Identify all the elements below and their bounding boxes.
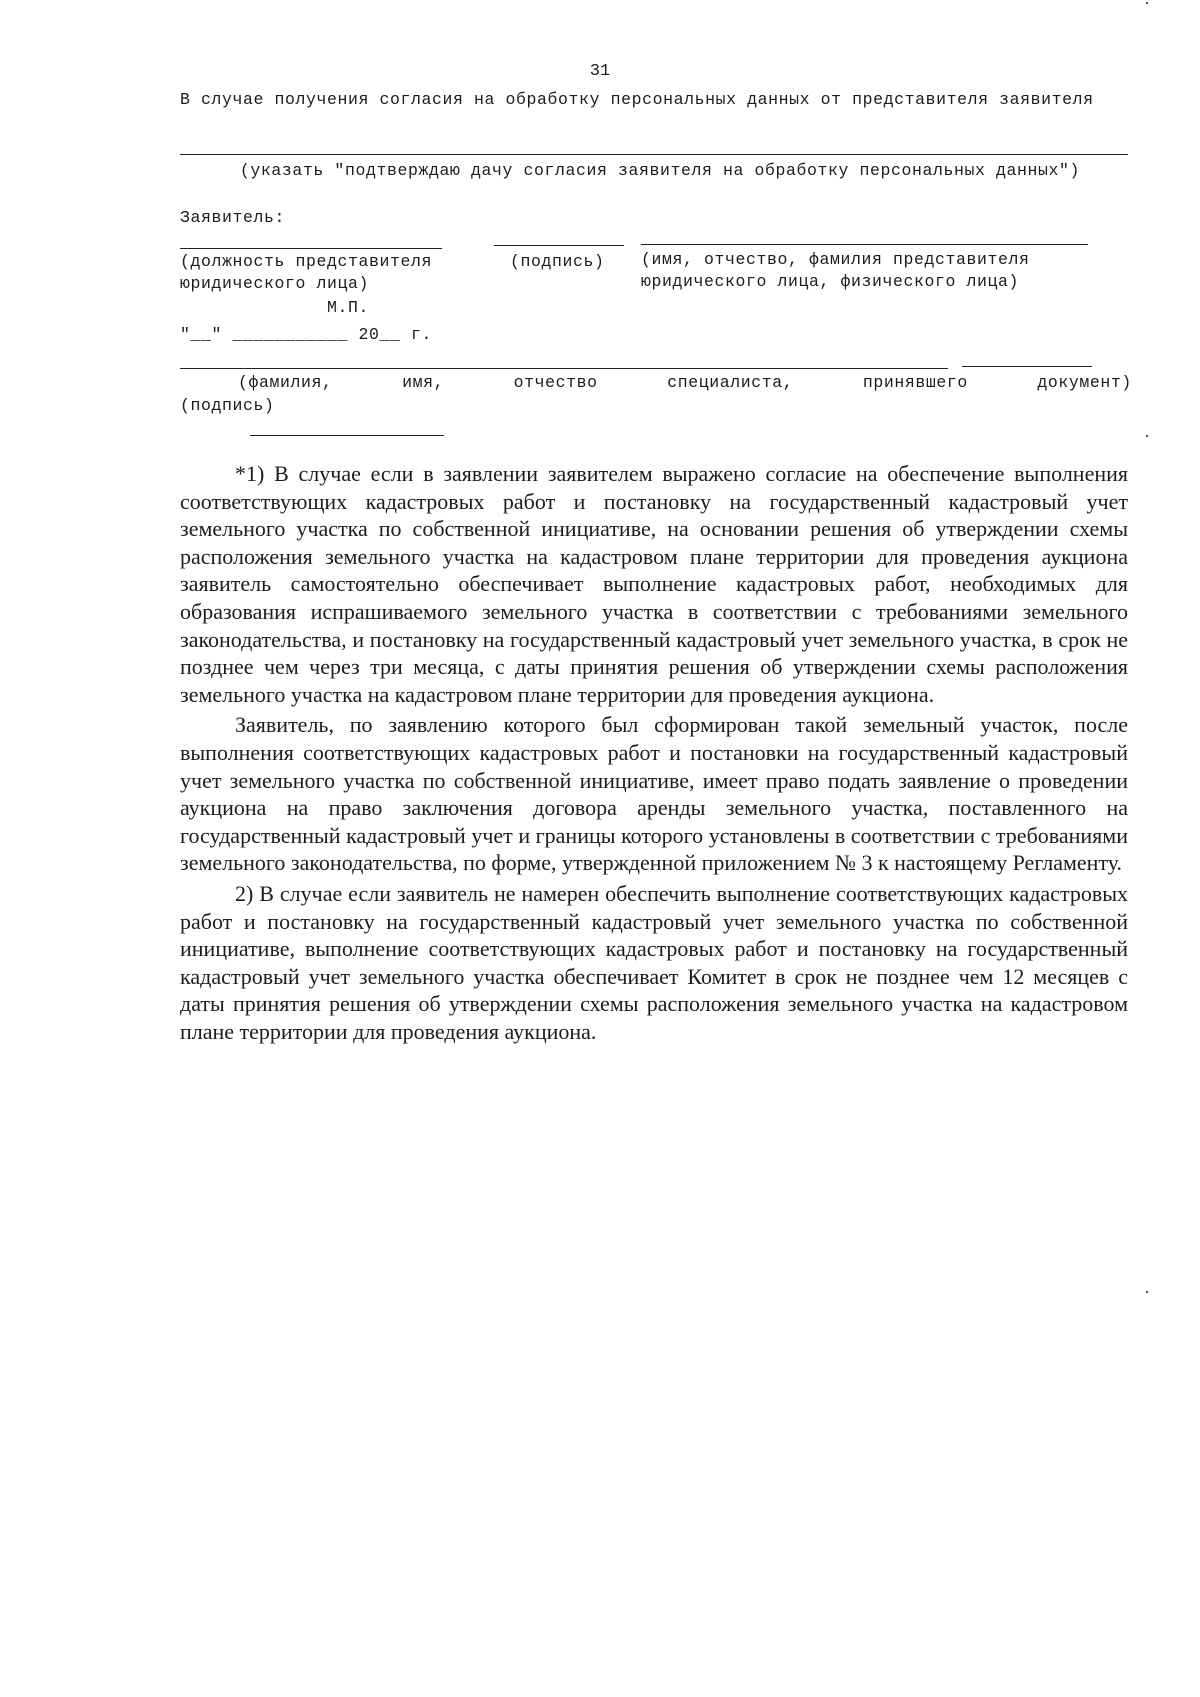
paragraph: Заявитель, по заявлению которого был сформирован такой земельный участок, после выполнения соответствующих кадастровых работ и постановки на государственный кадастровый учет земельного участка по собственной инициативе, имеет право подать заявление о проведении аукциона на право заключения договора аренды земельного участка, поставленного на государственный кадастровый учет и границы которого установлены в соответствии с требованиями земельного законодательства, по форме, утвержденной приложением № 3 к настоящему Регламенту.: [180, 712, 1128, 876]
page-number: 31: [589, 62, 611, 81]
consent-intro: В случае получения согласия на обработку персональных данных от представителя заявителя: [180, 90, 1094, 109]
scan-speck: [1146, 435, 1148, 437]
position-line: [180, 248, 442, 249]
specialist-word: документ): [1037, 373, 1132, 392]
signature-line: [494, 245, 624, 246]
specialist-label: [180, 373, 1132, 392]
name-label: (имя, отчество, фамилия представителя юридического лица, физического лица): [641, 250, 1030, 291]
specialist-word: имя,: [402, 373, 445, 392]
specialist-line: [180, 368, 948, 369]
consent-hint: (указать "подтверждаю дачу согласия заявителя на обработку персональных данных"): [239, 161, 1081, 180]
specialist-word: принявшего: [862, 373, 968, 392]
body-text: [180, 460, 1128, 1048]
specialist-sign-line: [962, 366, 1092, 367]
applicant-label: Заявитель:: [180, 208, 286, 227]
stamp-label: М.П.: [327, 298, 370, 317]
scan-speck: [1146, 1291, 1148, 1293]
specialist-sign-label: (подпись): [180, 396, 275, 415]
consent-line: [180, 154, 1128, 155]
name-line: [641, 244, 1088, 245]
specialist-underline: [250, 435, 444, 436]
position-label: (должность представителя юридического лица): [180, 252, 433, 293]
specialist-word: отчество: [513, 373, 598, 392]
scan-speck: [1146, 2, 1148, 4]
signature-label: (подпись): [510, 252, 605, 271]
specialist-word: (фамилия,: [238, 373, 333, 392]
specialist-word: специалиста,: [667, 373, 794, 392]
paragraph: *1) В случае если в заявлении заявителем выражено согласие на обеспечение выполнения соответствующих кадастровых работ и постановку на государственный кадастровый учет земельного участка по собственной инициативе, на основании решения об утверждении схемы расположения земельного участка на кадастровом плане территории для проведения аукциона заявитель самостоятельно обеспечивает выполнение кадастровых работ, необходимых для образования испрашиваемого земельного участка в соответствии с требованиями земельного законодательства, и постановку на государственный кадастровый учет земельного участка, в срок не позднее чем через три месяца, с даты принятия решения об утверждении схемы расположения земельного участка на кадастровом плане территории для проведения аукциона.: [180, 461, 1128, 707]
date-line: "__" ___________ 20__ г.: [180, 325, 433, 344]
paragraph: 2) В случае если заявитель не намерен обеспечить выполнение соответствующих кадастровых работ и постановку на государственный кадастровый учет земельного участка по собственной инициативе, выполнение соответствующих кадастровых работ и постановку на государственный кадастровый учет земельного участка обеспечивает Комитет в срок не позднее чем 12 месяцев с даты принятия решения об утверждении схемы расположения земельного участка на кадастровом плане территории для проведения аукциона.: [180, 880, 1128, 1044]
